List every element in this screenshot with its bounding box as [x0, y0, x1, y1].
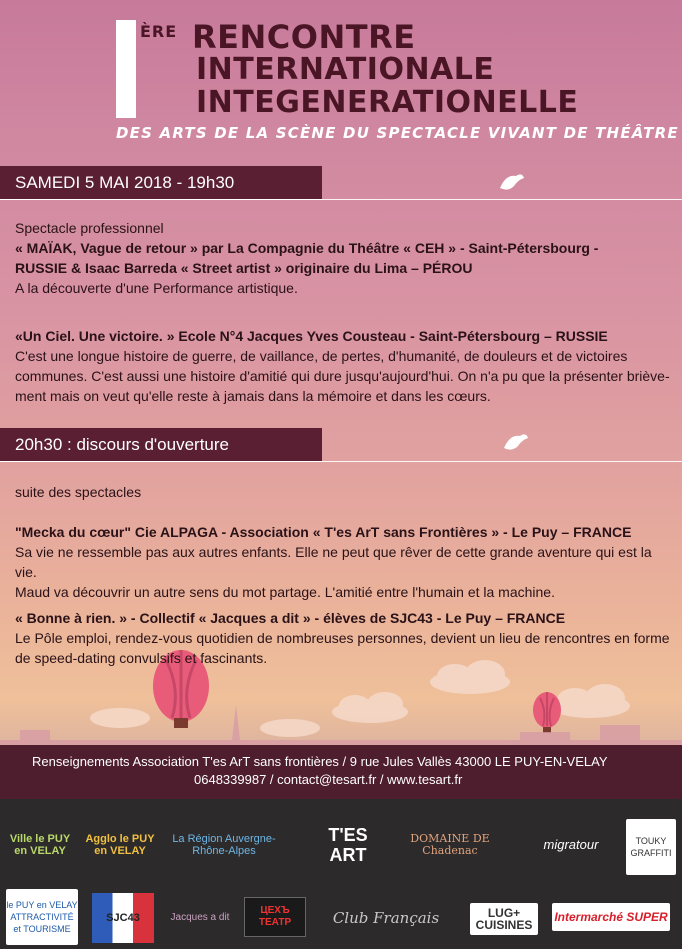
section2-block-2 [15, 608, 670, 668]
contact-info-bar [0, 745, 682, 799]
sponsor-logo-intermarche: Intermarché SUPER [552, 903, 670, 931]
show-title-maiak-b: RUSSIE & Isaac Barreda « Street artist » originaire du Lima – PÉROU [15, 260, 473, 276]
intro-text-1: Spectacle professionnel [15, 220, 164, 236]
show-desc-ciel-2: communes. C'est aussi une histoire d'amitié qui dure jusqu'aujourd'hui. On n'a pu que la présenter briève- [15, 368, 670, 384]
sponsor-logo-club: Club Français [332, 909, 440, 927]
ordinal-one-graphic [116, 20, 136, 118]
sponsor-logo-tsekh: ЦЕХЪ ТЕАТР [244, 897, 306, 937]
bird-icon [496, 168, 526, 194]
section-bar-date: SAMEDI 5 MAI 2018 - 19h30 [0, 166, 322, 200]
sponsor-logo-tesart: T'ES ART [328, 825, 368, 865]
section-bar-opening: 20h30 : discours d'ouverture [0, 428, 322, 462]
contact-line-2: 0648339987 / contact@tesart.fr / www.tesart.fr [194, 772, 463, 787]
ordinal-suffix: ÈRE [140, 22, 178, 41]
sponsor-logo-chadenac: DOMAINE DE Chadenac [410, 832, 490, 857]
sponsor-logo-agglo: Agglo le PUY en VELAY [85, 833, 155, 857]
contact-line-1: Renseignements Association T'es ArT sans frontières / 9 rue Jules Vallès 43000 LE PUY-EN-VELAY [32, 754, 608, 769]
sponsor-logo-region: La Région Auvergne-Rhône-Alpes [172, 833, 276, 857]
title-line-2: INTERNATIONALE [196, 52, 495, 87]
sponsor-logo-migratour: migratour [543, 837, 599, 852]
balloon-small-icon [533, 692, 561, 733]
sponsor-logo-tourisme: le PUY en VELAY ATTRACTIVITÉ et TOURISME [6, 889, 78, 945]
show-desc-mecka-1: Sa vie ne ressemble pas aux autres enfants. Elle ne peut que rêver de cette grande aventure qui est la vie. [15, 544, 652, 580]
title-line-3: INTEGENERATIONELLE [196, 85, 579, 120]
poster-header [0, 0, 682, 160]
section1-block-1 [15, 218, 670, 298]
sponsor-logo-ville: Ville le PUY en VELAY [9, 833, 71, 857]
show-desc-maiak: A la découverte d'une Performance artistique. [15, 280, 298, 296]
show-title-ciel: «Un Ciel. Une victoire. » Ecole N°4 Jacques Yves Cousteau - Saint-Pétersbourg – RUSSIE [15, 328, 608, 344]
sponsor-logo-touky: TOUKY GRAFFITI [626, 819, 676, 875]
show-desc-ciel-1: C'est une longue histoire de guerre, de vaillance, de pertes, d'humanité, de douleurs et de victoires [15, 348, 628, 364]
show-desc-ciel-3: ment mais on veut qu'elle reste à jamais dans la mémoire et dans les cœurs. [15, 388, 491, 404]
sponsor-logo-sjc43: SJC43 [92, 893, 154, 943]
show-title-bonne: « Bonne à rien. » - Collectif « Jacques a dit » - élèves de SJC43 - Le Puy – FRANCE [15, 610, 566, 626]
section2-block-1 [15, 522, 670, 602]
section-divider-1 [322, 199, 682, 200]
title-line-1: RENCONTRE [192, 18, 416, 56]
show-title-maiak-a: « MAÏAK, Vague de retour » par La Compagnie du Théâtre « CEH » - Saint-Pétersbourg - [15, 240, 599, 256]
title-subline: DES ARTS DE LA SCÈNE DU SPECTACLE VIVANT DE THÉÂTRE [116, 124, 679, 142]
show-desc-mecka-2: Maud va découvrir un autre sens du mot partage. L'amitié entre l'humain et la machine. [15, 584, 555, 600]
section2-intro: suite des spectacles [15, 484, 142, 500]
sponsor-logo-lug: LUG+ CUISINES [470, 903, 538, 935]
sponsors-area [0, 799, 682, 949]
bird-icon [500, 428, 530, 454]
show-title-mecka: "Mecka du cœur" Cie ALPAGA - Association « T'es ArT sans Frontières » - Le Puy – FRANCE [15, 524, 632, 540]
show-desc-bonne-2: de speed-dating convulsifs et fascinants. [15, 650, 268, 666]
section-divider-2 [322, 461, 682, 462]
sponsor-logo-jacques: Jacques a dit [170, 912, 230, 923]
show-desc-bonne-1: Le Pôle emploi, rendez-vous quotidien de nombreuses personnes, devient un lieu de rencontres en forme [15, 630, 670, 646]
section1-block-2 [15, 326, 670, 406]
